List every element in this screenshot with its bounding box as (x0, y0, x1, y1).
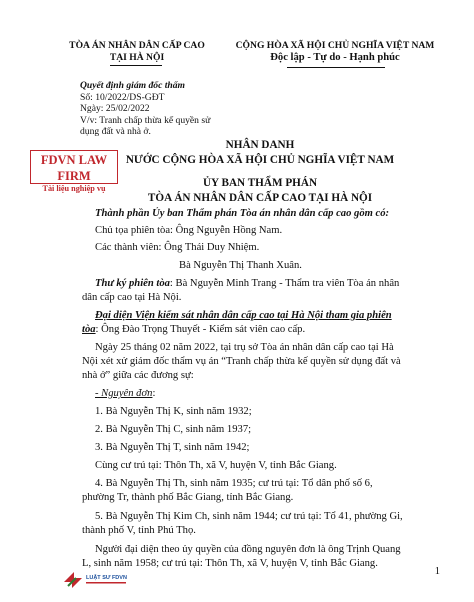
composition-intro: Thành phần Ủy ban Thẩm phán Tòa án nhân dân cấp cao gồm có: (95, 208, 390, 219)
page-number: 1 (434, 566, 440, 577)
plaintiff-colon: : (152, 388, 156, 399)
plaintiff-label: - Nguyên đơn (95, 388, 153, 399)
plaintiff-5: 5. Bà Nguyễn Thị Kim Ch, sinh năm 1944; cư trú tại: Tổ 41, phường Gi, thành phố V, tỉnh Phú Thọ. (82, 511, 403, 536)
committee-heading (110, 176, 410, 206)
court-header (62, 40, 212, 64)
decision-subject-2: dụng đất và nhà ở. (80, 126, 151, 138)
motto: Độc lập - Tự do - Hạnh phúc (270, 52, 400, 63)
motto-underline (287, 67, 385, 68)
fdvn-logo-icon (60, 568, 132, 590)
stamp-title: FDVN LAW FIRM (40, 153, 108, 183)
court-name-line1: TÒA ÁN NHÂN DÂN CẤP CAO (69, 40, 205, 51)
clerk-paragraph (82, 277, 404, 305)
procuracy-text: : Ông Đào Trọng Thuyết - Kiểm sát viên cao cấp. (95, 324, 306, 335)
plaintiff-heading (95, 387, 417, 401)
stamp-subtitle: Tài liệu nghiệp vụ (42, 184, 106, 193)
clerk-label: Thư ký phiên tòa (95, 278, 170, 289)
decision-date: Ngày: 25/02/2022 (80, 103, 150, 115)
committee-name: ỦY BAN THẨM PHÁN (202, 177, 318, 189)
panel-member-2: Bà Nguyễn Thị Thanh Xuân. (179, 260, 302, 271)
representative-paragraph: Người đại diện theo ủy quyền của đồng nguyên đơn là ông Trịnh Quang L, sinh năm 1958; cư trú tại: Thôn Th, xã V, huyện V, tỉnh Bắc Giang. (82, 544, 401, 569)
clerk-text: : Bà Nguyễn Minh Trang - Thẩm tra viên Tòa án nhân dân cấp cao tại Hà Nội. (82, 278, 400, 303)
decision-title: Quyết định giám đốc thẩm (80, 80, 186, 91)
decision-meta (80, 80, 230, 138)
decision-number: Số: 10/2022/DS-GĐT (80, 91, 165, 103)
plaintiff-4: 4. Bà Nguyễn Thị Th, sinh năm 1935; cư trú tại: Tổ dân phố số 6, phường Tr, thành phố Bắc Giang, tỉnh Bắc Giang. (82, 478, 373, 503)
hearing-paragraph: Ngày 25 tháng 02 năm 2022, tại trụ sở Tòa án nhân dân cấp cao tại Hà Nội xét xử giám đốc thẩm vụ án “Tranh chấp thừa kế quyền sử dụng đất và nhà ở” giữa các đương sự: (82, 342, 401, 381)
court-name-line2: TẠI HÀ NỘI (109, 52, 165, 63)
procuracy-paragraph (82, 309, 404, 337)
court-underline (110, 65, 162, 66)
plaintiff-1: 1. Bà Nguyễn Thị K, sinh năm 1932; (95, 406, 252, 417)
nhan-danh: NHÂN DANH (225, 139, 295, 151)
nhan-danh-heading (110, 138, 410, 168)
decision-subject-1: V/v: Tranh chấp thừa kế quyền sử (80, 114, 211, 126)
logo-text: LUẬT SƯ FDVN (86, 575, 127, 581)
presiding-judge: Chủ tọa phiên tòa: Ông Nguyễn Hồng Nam. (95, 225, 283, 236)
plaintiff-2: 2. Bà Nguyễn Thị C, sinh năm 1937; (95, 424, 252, 435)
plaintiff-3: 3. Bà Nguyễn Thị T, sinh năm 1942; (95, 442, 250, 453)
plaintiffs-residence: Cùng cư trú tại: Thôn Th, xã V, huyện V, tỉnh Bắc Giang. (95, 460, 337, 471)
republic-header (222, 40, 448, 64)
court-full-name: TÒA ÁN NHÂN DÂN CẤP CAO TẠI HÀ NỘI (147, 192, 373, 204)
fdvn-logo (60, 568, 132, 590)
republic-full: NƯỚC CỘNG HÒA XÃ HỘI CHỦ NGHĨA VIỆT NAM (125, 154, 395, 166)
procuracy-label: Đại diện Viện kiểm sát nhân dân cấp cao tại Hà Nội tham gia phiên tòa (82, 310, 392, 335)
republic-name: CỘNG HÒA XÃ HỘI CHỦ NGHĨA VIỆT NAM (235, 40, 435, 51)
law-firm-stamp (30, 150, 118, 193)
panel-members: Các thành viên: Ông Thái Duy Nhiệm. (95, 242, 260, 253)
